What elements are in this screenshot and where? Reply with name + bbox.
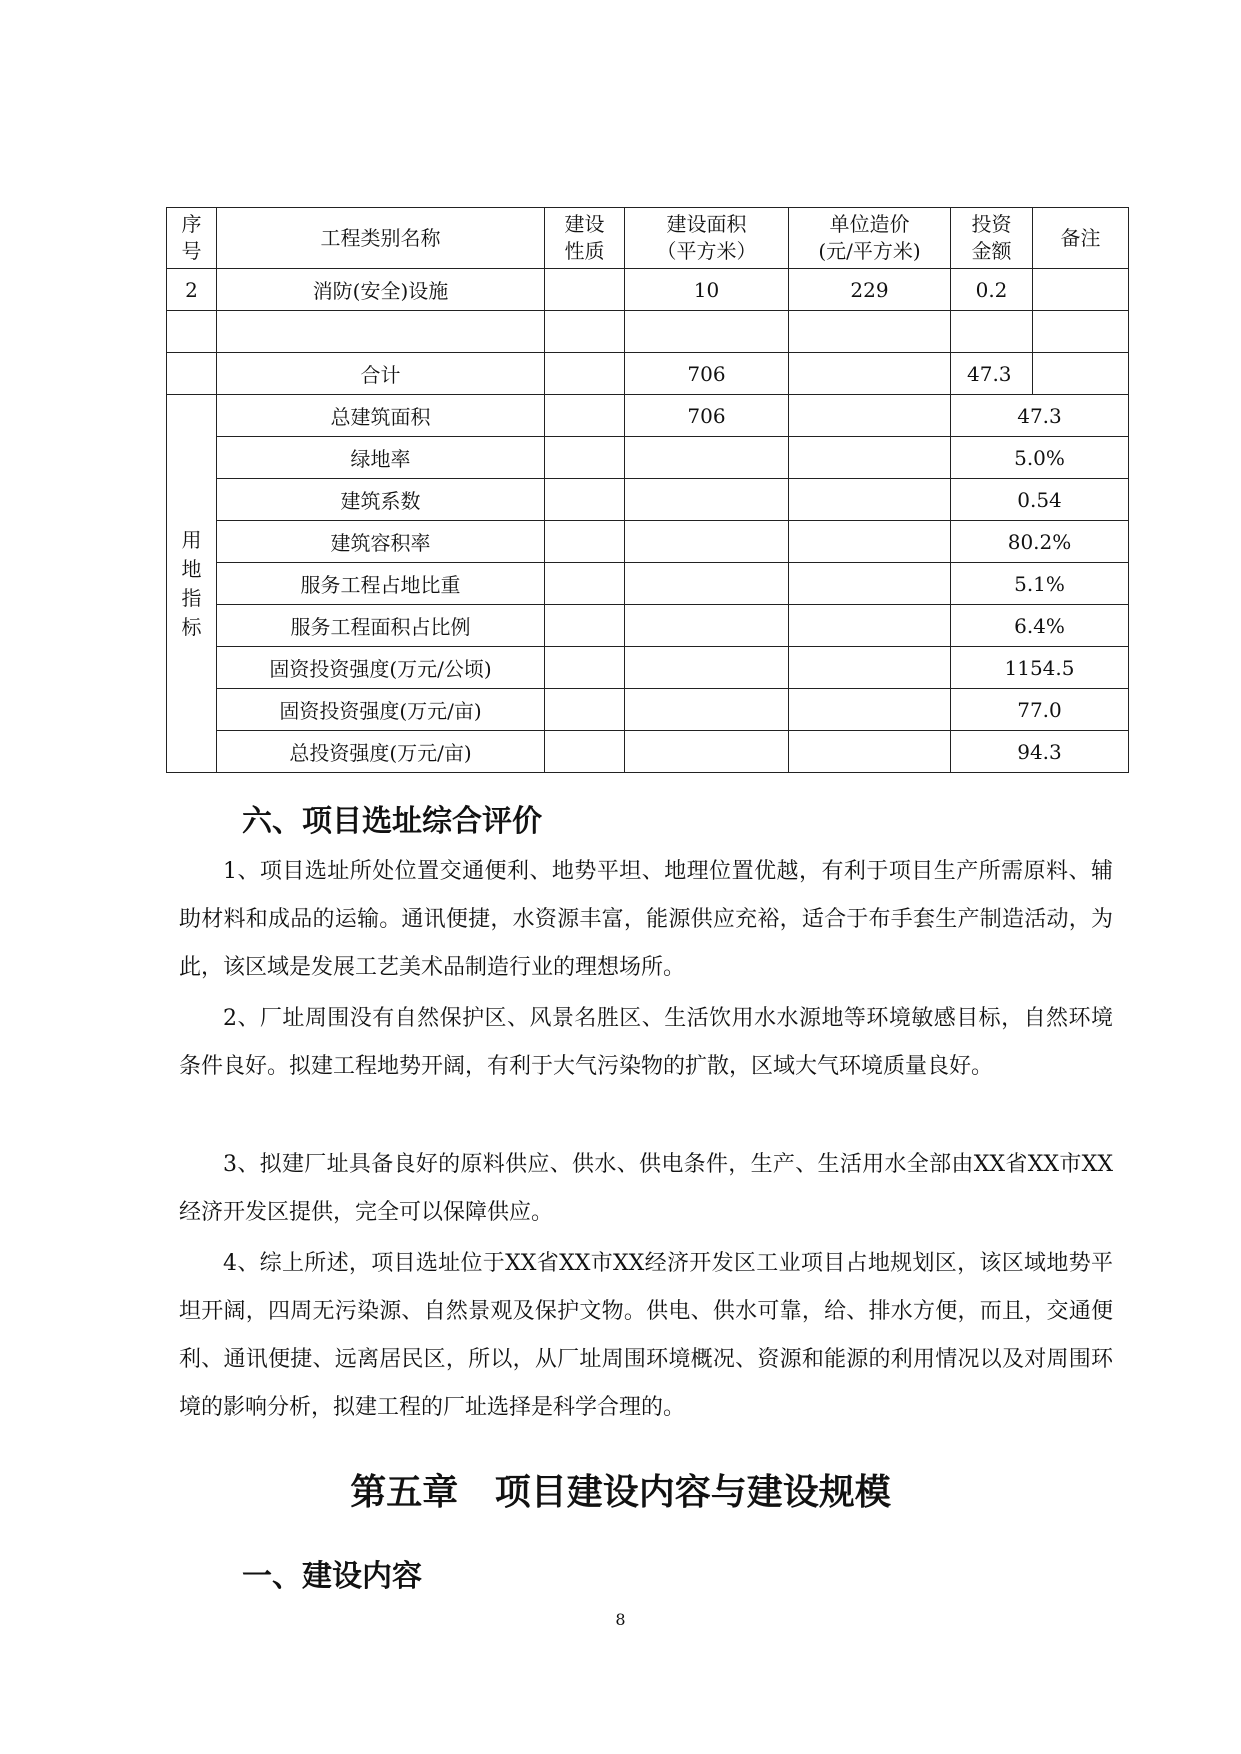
indicator-value: 94.3 <box>951 731 1129 773</box>
cell-invest: 0.2 <box>951 269 1033 311</box>
indicator-row <box>167 605 1129 647</box>
indicator-row <box>167 689 1129 731</box>
header-name: 工程类别名称 <box>217 208 545 269</box>
indicator-name: 服务工程占地比重 <box>217 563 545 605</box>
indicator-name: 总建筑面积 <box>217 395 545 437</box>
indicator-area <box>625 605 789 647</box>
cell-unit-cost: 229 <box>789 269 951 311</box>
indicator-row <box>167 731 1129 773</box>
section-1-title: 一、建设内容 <box>242 1559 422 1594</box>
indicator-value: 47.3 <box>951 395 1129 437</box>
indicator-value: 5.1% <box>951 563 1129 605</box>
indicator-area <box>625 689 789 731</box>
table-row <box>167 269 1129 311</box>
investment-table <box>166 207 1129 773</box>
indicator-row <box>167 521 1129 563</box>
paragraph-4: 4、综上所述，项目选址位于XX省XX市XX经济开发区工业项目占地规划区，该区域地势平坦开阔，四周无污染源、自然景观及保护文物。供电、供水可靠，给、排水方便，而且，交通便利、通讯便捷、远离居民区，所以，从厂址周围环境概况、资源和能源的利用情况以及对周围环境的影响分析，拟建工程的厂址选择是科学合理的。 <box>179 1251 1113 1420</box>
land-indicator-label: 用地指标 <box>167 395 217 773</box>
indicator-area <box>625 437 789 479</box>
header-nature: 建设性质 <box>545 208 625 269</box>
indicator-row <box>167 437 1129 479</box>
indicator-area: 706 <box>625 395 789 437</box>
indicator-value: 5.0% <box>951 437 1129 479</box>
indicator-value: 0.54 <box>951 479 1129 521</box>
indicator-name: 总投资强度(万元/亩) <box>217 731 545 773</box>
cell-name: 消防(安全)设施 <box>217 269 545 311</box>
section-6-title: 六、项目选址综合评价 <box>242 804 542 839</box>
indicator-name: 固资投资强度(万元/公顷) <box>217 647 545 689</box>
indicator-name: 建筑容积率 <box>217 521 545 563</box>
indicator-name: 固资投资强度(万元/亩) <box>217 689 545 731</box>
paragraph-2: 2、厂址周围没有自然保护区、风景名胜区、生活饮用水水源地等环境敏感目标，自然环境条件良好。拟建工程地势开阔，有利于大气污染物的扩散，区域大气环境质量良好。 <box>179 1006 1113 1079</box>
indicator-area <box>625 521 789 563</box>
table-row-total <box>167 353 1129 395</box>
paragraph-3: 3、拟建厂址具备良好的原料供应、供水、供电条件，生产、生活用水全部由XX省XX市XX经济开发区提供，完全可以保障供应。 <box>179 1152 1113 1225</box>
cell-invest: 47.3 <box>951 353 1033 395</box>
cell-seq: 2 <box>167 269 217 311</box>
indicator-name: 建筑系数 <box>217 479 545 521</box>
paragraph-1: 1、项目选址所处位置交通便利、地势平坦、地理位置优越，有利于项目生产所需原料、辅助材料和成品的运输。通讯便捷，水资源丰富，能源供应充裕，适合于布手套生产制造活动，为此，该区域是发展工艺美术品制造行业的理想场所。 <box>179 859 1113 980</box>
cell-remark <box>1033 269 1129 311</box>
indicator-value: 6.4% <box>951 605 1129 647</box>
header-invest: 投资金额 <box>951 208 1033 269</box>
table-header-row <box>167 208 1129 269</box>
table-row-empty <box>167 311 1129 353</box>
header-remark: 备注 <box>1033 208 1129 269</box>
indicator-row <box>167 647 1129 689</box>
indicator-name: 绿地率 <box>217 437 545 479</box>
indicator-value: 80.2% <box>951 521 1129 563</box>
indicator-area <box>625 563 789 605</box>
page-number: 8 <box>615 1610 626 1629</box>
cell-name: 合计 <box>217 353 545 395</box>
indicator-name: 服务工程面积占比例 <box>217 605 545 647</box>
header-unit-cost: 单位造价(元/平方米) <box>789 208 951 269</box>
indicator-area <box>625 731 789 773</box>
indicator-area <box>625 479 789 521</box>
cell-nature <box>545 269 625 311</box>
indicator-row <box>167 563 1129 605</box>
cell-area: 706 <box>625 353 789 395</box>
indicator-row <box>167 479 1129 521</box>
indicator-value: 77.0 <box>951 689 1129 731</box>
header-seq: 序号 <box>167 208 217 269</box>
indicator-row <box>167 395 1129 437</box>
header-area: 建设面积（平方米） <box>625 208 789 269</box>
cell-area: 10 <box>625 269 789 311</box>
indicator-area <box>625 647 789 689</box>
indicator-value: 1154.5 <box>951 647 1129 689</box>
chapter-title: 第五章 项目建设内容与建设规模 <box>350 1472 891 1513</box>
